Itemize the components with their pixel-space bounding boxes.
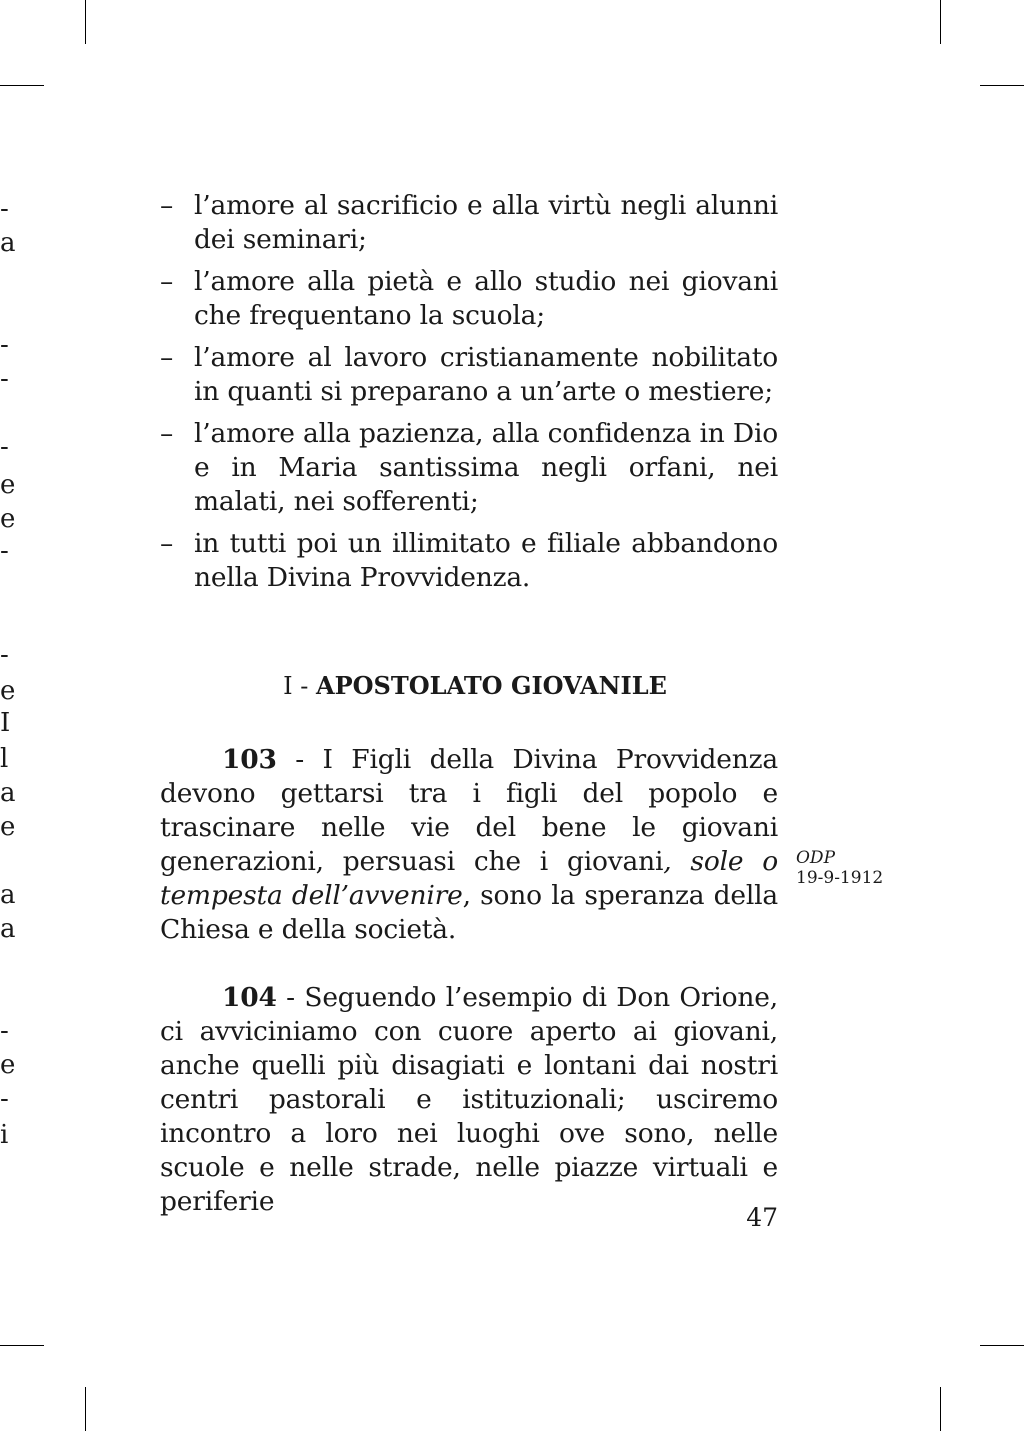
list-item-text: l’amore alla pazienza, alla confidenza in Dio e in Maria santissima negli orfani, nei malati, nei sofferenti; xyxy=(194,418,778,517)
margin-note-date: 19-9-1912 xyxy=(796,868,884,888)
bleed-char: - xyxy=(0,1016,9,1046)
paragraph-italic: , sole o tempesta dell’avvenire xyxy=(160,846,778,911)
dash-marker: – xyxy=(160,266,174,297)
bleed-char: e xyxy=(0,470,16,500)
list-item xyxy=(160,341,778,409)
paragraph-text: , sono la speranza della Chiesa e della società. xyxy=(160,880,778,945)
bleed-char: I xyxy=(0,708,11,738)
paragraph-103 xyxy=(160,743,778,947)
list-item xyxy=(160,189,778,257)
bleed-char: i xyxy=(0,1120,9,1150)
margin-note-source: ODP xyxy=(796,848,836,868)
paragraph-104 xyxy=(160,981,778,1219)
bleed-char: e xyxy=(0,504,16,534)
paragraph-number: 103 xyxy=(222,744,277,775)
section-title: APOSTOLATO GIOVANILE xyxy=(315,671,667,700)
bleed-char: - xyxy=(0,364,9,394)
bleed-char: a xyxy=(0,914,16,944)
section-heading xyxy=(160,669,778,703)
crop-mark xyxy=(980,85,1024,86)
margin-note xyxy=(796,848,883,888)
bleed-char: - xyxy=(0,536,9,566)
page-number: 47 xyxy=(746,1203,778,1232)
paragraph-number: 104 xyxy=(222,982,277,1013)
crop-mark xyxy=(940,1387,941,1431)
crop-mark xyxy=(980,1345,1024,1346)
page-body xyxy=(160,189,778,1219)
bleed-char: - xyxy=(0,330,9,360)
list-item-text: in tutti poi un illimitato e filiale abbandono nella Divina Provvidenza. xyxy=(194,528,778,593)
list-item xyxy=(160,417,778,519)
dash-marker: – xyxy=(160,418,174,449)
bleed-char: - xyxy=(0,194,9,224)
bleed-char: - xyxy=(0,640,9,670)
crop-mark xyxy=(85,1387,86,1431)
bleed-char: e xyxy=(0,812,16,842)
dash-marker: – xyxy=(160,190,174,221)
list-item-text: l’amore al sacrificio e alla virtù negli alunni dei seminari; xyxy=(194,190,778,255)
crop-mark xyxy=(85,0,86,44)
paragraph-text: - Seguendo l’esempio di Don Orione, ci avviciniamo con cuore aperto ai giovani, anche quelli più disagiati e lontani dai nostri centri pastorali e istituzionali; usciremo incontro a loro nei luoghi ove sono, nelle scuole e nelle strade, nelle piazze virtuali e periferie xyxy=(160,982,778,1217)
bleed-char: - xyxy=(0,432,9,462)
dash-marker: – xyxy=(160,528,174,559)
bleed-char: - xyxy=(0,1084,9,1114)
bleed-char: a xyxy=(0,228,16,258)
crop-mark xyxy=(0,85,44,86)
bleed-char: l xyxy=(0,744,9,774)
list-item xyxy=(160,265,778,333)
crop-mark xyxy=(0,1345,44,1346)
bullet-list xyxy=(160,189,778,595)
dash-marker: – xyxy=(160,342,174,373)
bleed-char: a xyxy=(0,880,16,910)
paragraph-text: - I Figli della Divina Provvidenza devono gettarsi tra i figli del popolo e trascinare nelle vie del bene le giovani generazioni, persuasi che i giovani xyxy=(160,744,778,877)
list-item-text: l’amore al lavoro cristianamente nobilitato in quanti si preparano a un’arte o mestiere; xyxy=(194,342,778,407)
list-item xyxy=(160,527,778,595)
list-item-text: l’amore alla pietà e allo studio nei giovani che frequentano la scuola; xyxy=(194,266,778,331)
bleed-char: e xyxy=(0,676,16,706)
section-prefix: I - xyxy=(283,672,316,700)
crop-mark xyxy=(940,0,941,44)
bleed-char: e xyxy=(0,1050,16,1080)
bleed-char: a xyxy=(0,778,16,808)
